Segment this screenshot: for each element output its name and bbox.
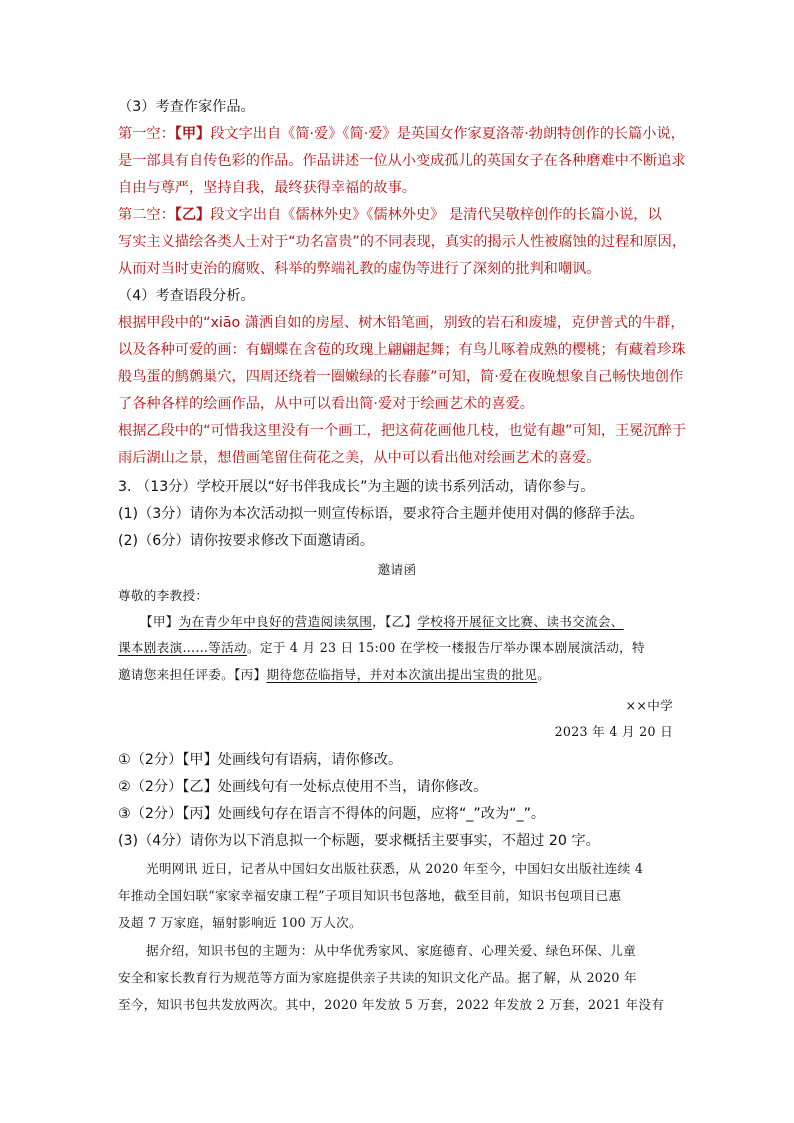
letter-underlined-a: 为在青少年中良好的营造阅读氛围	[178, 614, 373, 629]
answer3-p2-mark: 【乙】	[174, 207, 211, 223]
answer3-heading: （3）考查作家作品。	[118, 99, 255, 115]
answer4-line6: 雨后湖山之景，想借画笔留住荷花之美，从中可以看出他对绘画艺术的喜爱。	[118, 450, 601, 466]
answer3-p2-text: 段文字出自《儒林外史》《儒林外史》 是清代吴敬梓创作的长篇小说，以	[210, 207, 662, 223]
answer3-p1-text: 段文字出自《简·爱》《简·爱》是英国女作家夏洛蒂·勃朗特创作的长篇小说，	[210, 126, 685, 142]
answer3-paragraph1-line3: 自由与尊严，坚持自我，最终获得幸福的故事。	[118, 180, 416, 196]
answer3-paragraph2-line3: 从而对当时吏治的腐败、科举的弊端礼教的虚伪等进行了深刻的批判和嘲讽。	[118, 261, 601, 277]
letter-salutation: 尊敬的李教授：	[118, 588, 209, 603]
letter-title: 邀请函	[377, 562, 417, 577]
news-line3: 及超 7 万家庭，辐射影响近 100 万人次。	[118, 915, 362, 930]
letter-line3	[118, 665, 550, 685]
answer3-paragraph1-line2: 是一部具有自传色彩的作品。作品讲述一位从小变成孤儿的英国女子在各种磨难中不断追求	[118, 153, 686, 169]
letter-date: 2023 年 4 月 20 日	[554, 724, 673, 739]
letter-underlined-b2: 课本剧表演……等活动	[118, 640, 247, 655]
news-line6: 至今，知识书包共发放两次。其中，2020 年发放 5 万套，2022 年发放 2 万套，2021 年没有	[118, 997, 665, 1012]
answer3-p2-prefix: 第二空：	[118, 207, 175, 223]
letter-mark-c: 【丙】	[234, 667, 267, 682]
letter-text-end: 。	[537, 667, 551, 682]
answer4-line4: 了各种各样的绘画作品，从中可以看出简·爱对于绘画艺术的喜爱。	[118, 396, 534, 412]
answer4-line3: 般鸟蛋的鹪鹩巢穴，四周还绕着一圈嫩绿的长春藤”可知，简·爱在夜晚想象自己畅快地创作	[118, 369, 684, 385]
question3-sub2: (2)（6分）请你按要求修改下面邀请函。	[118, 533, 375, 549]
answer4-heading: （4）考查语段分析。	[118, 288, 255, 304]
question3-title: 3. （13分）学校开展以“好书伴我成长”为主题的读书系列活动，请你参与。	[118, 479, 595, 495]
item-3: ③（2分）【丙】处画线句存在语言不得体的问题，应将“_”改为“_”。	[118, 806, 546, 822]
letter-text-l3a: 邀请您来担任评委。	[118, 667, 235, 682]
answer4-line1: 根据甲段中的“xiāo 潇洒自如的房屋、树木铅笔画，别致的岩石和废墟，克伊普式的牛群，	[118, 315, 685, 331]
item-1: ①（2分）【甲】处画线句有语病，请你修改。	[118, 752, 403, 768]
answer3-paragraph1-line1	[118, 124, 685, 144]
letter-signer: ××中学	[625, 698, 673, 713]
news-line4: 据介绍，知识书包的主题为：从中华优秀家风、家庭德育、心理关爱、绿色环保、儿童	[146, 943, 636, 958]
news-line1: 光明网讯 近日，记者从中国妇女出版社获悉，从 2020 年至今，中国妇女出版社连续 4	[146, 861, 644, 876]
letter-mark-b: 【乙】	[385, 614, 418, 629]
question3-sub1: (1)（3分）请你为本次活动拟一则宣传标语，要求符合主题并使用对偶的修辞手法。	[118, 506, 644, 522]
question3-sub3: (3)（4分）请你为以下消息拟一个标题，要求概括主要事实，不超过 20 字。	[118, 833, 600, 849]
answer4-line2: 以及各种可爱的画：有蝴蝶在含苞的玫瑰上翩翩起舞；有鸟儿啄着成熟的樱桃；有藏着珍珠	[118, 342, 686, 358]
letter-underlined-c: 期待您莅临指导，并对本次演出提出宝贵的批见	[266, 667, 538, 682]
news-line5: 安全和家长教育行为规范等方面为家庭提供亲子共读的知识文化产品。据了解，从 2020 年	[118, 970, 637, 985]
letter-mark-a: 【甲】	[140, 614, 179, 629]
item-2: ②（2分）【乙】处画线句有一处标点使用不当，请你修改。	[118, 779, 488, 795]
letter-line1: 【甲】为在青少年中良好的营造阅读氛围，【乙】学校将开展征文比赛、读书交流会、	[140, 614, 624, 629]
letter-line2	[118, 638, 645, 658]
letter-underlined-b1: 学校将开展征文比赛、读书交流会、	[417, 614, 624, 629]
news-line2: 年推动全国妇联“家家幸福安康工程”子项目知识书包落地，截至目前，知识书包项目已惠	[118, 888, 622, 903]
answer3-p1-prefix: 第一空：	[118, 126, 175, 142]
answer4-line5: 根据乙段中的“可惜我这里没有一个画工，把这荷花画他几枝，也觉有趣”可知，王冕沉醉于	[118, 423, 687, 439]
letter-text-mid: 。定于 4 月 23 日 15:00 在学校一楼报告厅举办课本剧展演活动，特	[246, 640, 645, 655]
answer3-paragraph2-line1	[118, 205, 662, 225]
answer3-paragraph2-line2: 写实主义描绘各类人士对于“功名富贵”的不同表现，真实的揭示人性被腐蚀的过程和原因，	[118, 234, 687, 250]
answer3-p1-mark: 【甲】	[174, 126, 211, 142]
